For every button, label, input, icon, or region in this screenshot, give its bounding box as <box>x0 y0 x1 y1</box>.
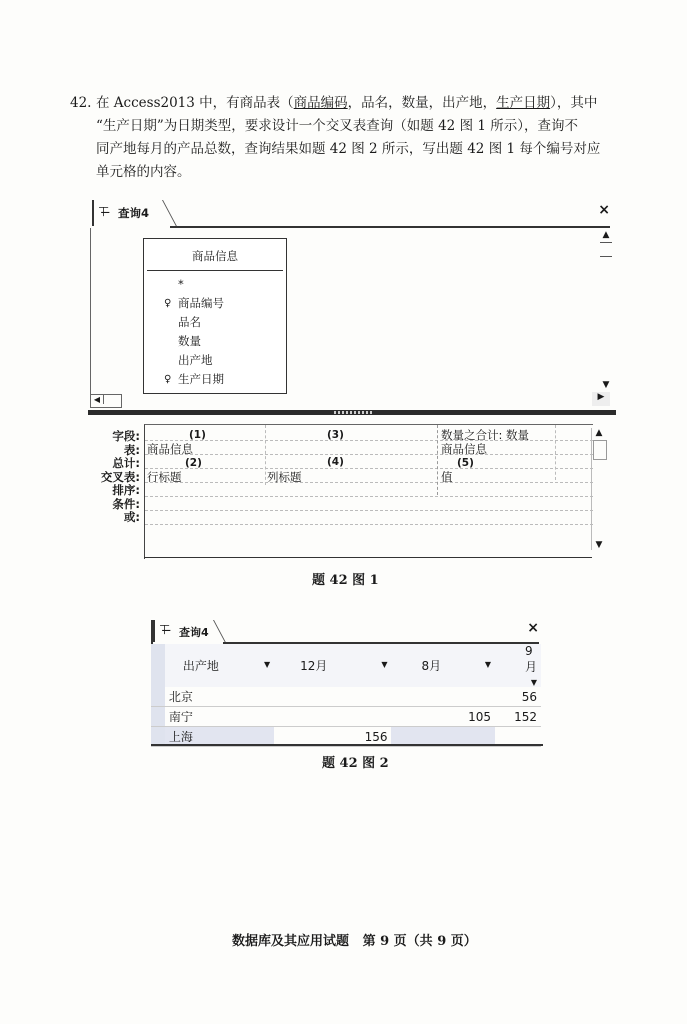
blank-3-field[interactable]: (3) <box>327 429 344 441</box>
dropdown-arrow-icon[interactable]: ▼ <box>484 660 491 669</box>
datasheet <box>151 644 541 747</box>
column-header-sep[interactable]: 9月 ▼ <box>525 644 538 687</box>
scroll-down-arrow[interactable]: ▼ <box>595 540 603 550</box>
field-item[interactable]: 品名 <box>178 315 201 329</box>
key-icon: ♀ <box>164 374 172 385</box>
tab-query4[interactable]: ⊤̶ 查询4 <box>92 200 164 226</box>
col1-table[interactable]: 商品信息 <box>147 442 193 456</box>
field-item[interactable]: 出产地 <box>178 353 213 367</box>
close-icon[interactable]: × <box>598 202 610 218</box>
splitter-grip[interactable] <box>334 411 374 414</box>
row-selector[interactable] <box>151 687 165 707</box>
pane-splitter[interactable] <box>88 410 616 415</box>
field-item[interactable]: ♀ 生产日期 <box>144 370 286 389</box>
scroll-down-arrow[interactable]: ▼ <box>602 380 610 390</box>
col2-crosstab[interactable]: 列标题 <box>267 470 302 484</box>
header-row <box>151 644 541 687</box>
tab-query4[interactable]: ⊤̶ 查询4 <box>153 620 213 642</box>
row-selector[interactable] <box>151 707 165 727</box>
figure-1-caption: 题 42 图 1 <box>312 573 379 588</box>
blank-2-total[interactable]: (2) <box>185 457 202 469</box>
dropdown-arrow-icon[interactable]: ▼ <box>530 678 537 687</box>
column-header-aug[interactable]: 8月 ▼ <box>421 659 491 673</box>
figure-2-caption: 题 42 图 2 <box>322 756 389 771</box>
dropdown-arrow-icon[interactable]: ▼ <box>381 660 388 669</box>
primary-key-1: 商品编码 <box>293 95 348 111</box>
table-title: 商品信息 <box>147 239 283 271</box>
primary-key-2: 生产日期 <box>496 95 551 111</box>
scroll-left-arrow[interactable]: ◀ <box>90 394 122 408</box>
grid-vertical-scrollbar[interactable] <box>591 428 606 550</box>
scroll-right-arrow[interactable]: ▶ <box>592 392 610 406</box>
scroll-thumb[interactable] <box>593 440 607 460</box>
blank-5-total[interactable]: (5) <box>457 457 474 469</box>
table-row[interactable]: 北京 56 <box>151 687 541 707</box>
col3-crosstab[interactable]: 值 <box>441 470 453 484</box>
field-item[interactable]: ♀ 商品编号 <box>144 294 286 313</box>
question-line-3: 同产地每月的产品总数，查询结果如题 42 图 2 所示，写出题 42 图 1 每个编号对应 <box>96 141 601 157</box>
query-design-window <box>88 198 616 558</box>
query-icon: ⊤̶ <box>98 205 110 220</box>
question-line-2: “生产日期”为日期类型，要求设计一个交叉表查询（如题 42 图 1 所示），查询不 <box>96 118 578 134</box>
table-field-list[interactable] <box>143 238 287 394</box>
question-number: 42. <box>70 95 92 111</box>
field-item[interactable]: * <box>178 277 184 291</box>
scroll-up-arrow[interactable]: ▲ <box>600 230 612 243</box>
blank-4-total[interactable]: (4) <box>327 456 344 468</box>
table-row[interactable]: 南宁 105 152 <box>151 707 541 727</box>
select-all[interactable] <box>151 644 165 687</box>
tab-edge <box>162 200 194 228</box>
close-icon[interactable]: × <box>527 620 539 636</box>
col3-field[interactable]: 数量之合计: 数量 <box>441 428 530 442</box>
col1-crosstab[interactable]: 行标题 <box>147 470 182 484</box>
query-design-grid <box>88 418 616 558</box>
field-item[interactable]: 数量 <box>178 334 201 348</box>
column-header-dec[interactable]: 12月 ▼ <box>300 659 388 673</box>
question-42 <box>70 92 640 184</box>
query-icon: ⊤̶ <box>159 623 171 638</box>
grid-cells[interactable] <box>144 424 593 559</box>
question-line-1: 在 Access2013 中，有商品表（商品编码，品名，数量，出产地，生产日期），其中 <box>96 95 598 111</box>
grid-row-labels: 字段: 表: 总计: 交叉表: 排序: 条件: 或: <box>100 429 140 524</box>
table-pane <box>90 228 616 406</box>
document-tab-bar <box>88 198 616 228</box>
query-result-window <box>151 618 543 746</box>
question-line-4: 单元格的内容。 <box>96 164 191 180</box>
table-row[interactable]: 上海 156 <box>151 727 541 747</box>
page-footer: 数据库及其应用试题 第 9 页（共 9 页） <box>232 934 477 949</box>
scroll-up-arrow[interactable]: ▲ <box>595 428 603 438</box>
grid-bottom-border <box>144 557 592 558</box>
key-icon: ♀ <box>164 298 172 309</box>
col3-table[interactable]: 商品信息 <box>441 442 487 456</box>
tab-edge <box>213 620 243 644</box>
blank-1-field[interactable]: (1) <box>189 429 206 441</box>
column-header-place[interactable]: 出产地 ▼ <box>182 659 271 673</box>
scroll-thumb[interactable] <box>600 256 612 258</box>
dropdown-arrow-icon[interactable]: ▼ <box>264 660 271 669</box>
